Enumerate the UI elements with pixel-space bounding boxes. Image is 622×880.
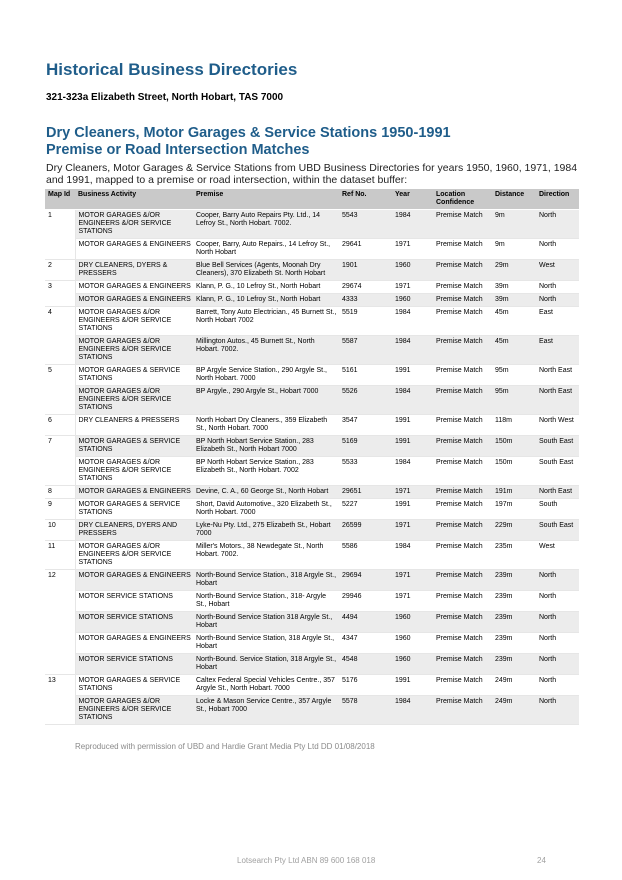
table-cell: Premise Match <box>433 294 492 307</box>
table-cell: MOTOR GARAGES &/OR ENGINEERS &/OR SERVICE STATIONS <box>75 336 193 365</box>
table-cell: Millington Autos., 45 Burnett St., North Hobart. 7002. <box>193 336 339 365</box>
table-cell: 235m <box>492 541 536 570</box>
table-cell: Premise Match <box>433 336 492 365</box>
table-cell: BP Argyle., 290 Argyle St., Hobart 7000 <box>193 386 339 415</box>
table-cell: 1960 <box>392 612 433 633</box>
table-cell: MOTOR GARAGES & SERVICE STATIONS <box>75 436 193 457</box>
table-cell: North-Bound. Service Station, 318 Argyle St., Hobart <box>193 654 339 675</box>
table-cell: MOTOR GARAGES &/OR ENGINEERS &/OR SERVICE STATIONS <box>75 210 193 239</box>
table-cell: North <box>536 633 579 654</box>
map-id-cell: 3 <box>45 281 75 307</box>
table-cell: 1960 <box>392 633 433 654</box>
table-cell: MOTOR GARAGES & ENGINEERS <box>75 633 193 654</box>
table-cell: MOTOR GARAGES &/OR ENGINEERS &/OR SERVICE STATIONS <box>75 307 193 336</box>
footer-company: Lotsearch Pty Ltd ABN 89 600 168 018 <box>237 856 376 865</box>
table-cell: 150m <box>492 436 536 457</box>
table-cell: Premise Match <box>433 654 492 675</box>
table-cell: MOTOR SERVICE STATIONS <box>75 612 193 633</box>
table-cell: 5161 <box>339 365 392 386</box>
column-header: Premise <box>193 189 339 210</box>
table-cell: 1984 <box>392 210 433 239</box>
section-intro: Dry Cleaners, Motor Garages & Service Stations from UBD Business Directories for years 1950, 1960, 1971, 1984 and 1991, mapped to a premise or road intersection, within the dataset buffer: <box>46 162 578 186</box>
table-row <box>45 210 579 239</box>
table-cell: North East <box>536 386 579 415</box>
table-cell: DRY CLEANERS, DYERS & PRESSERS <box>75 260 193 281</box>
table-cell: 5176 <box>339 675 392 696</box>
table-cell: MOTOR GARAGES & ENGINEERS <box>75 294 193 307</box>
map-id-cell: 11 <box>45 541 75 570</box>
table-cell: 1971 <box>392 486 433 499</box>
table-row <box>45 696 579 725</box>
table-row <box>45 294 579 307</box>
table-cell: West <box>536 541 579 570</box>
table-cell: BP North Hobart Service Station., 283 Elizabeth St., North Hobart 7000 <box>193 436 339 457</box>
table-row <box>45 457 579 486</box>
table-cell: 5543 <box>339 210 392 239</box>
table-cell: 1960 <box>392 654 433 675</box>
table-cell: 3547 <box>339 415 392 436</box>
table-cell: 239m <box>492 591 536 612</box>
table-cell: 1971 <box>392 570 433 591</box>
table-cell: 5587 <box>339 336 392 365</box>
table-cell: 29694 <box>339 570 392 591</box>
table-cell: 29m <box>492 260 536 281</box>
table-cell: 1991 <box>392 436 433 457</box>
table-cell: 9m <box>492 210 536 239</box>
table-cell: Premise Match <box>433 281 492 294</box>
table-cell: MOTOR GARAGES &/OR ENGINEERS &/OR SERVICE STATIONS <box>75 541 193 570</box>
table-cell: 5586 <box>339 541 392 570</box>
table-cell: 1991 <box>392 365 433 386</box>
table-cell: North-Bound Service Station., 318- Argyle St., Hobart <box>193 591 339 612</box>
table-cell: East <box>536 307 579 336</box>
table-cell: 1960 <box>392 294 433 307</box>
table-cell: West <box>536 260 579 281</box>
table-cell: MOTOR GARAGES & ENGINEERS <box>75 570 193 591</box>
table-cell: North-Bound Service Station., 318 Argyle St., Hobart <box>193 570 339 591</box>
table-row <box>45 281 579 294</box>
table-cell: Premise Match <box>433 633 492 654</box>
table-cell: North <box>536 210 579 239</box>
column-header: Direction <box>536 189 579 210</box>
table-cell: North West <box>536 415 579 436</box>
map-id-cell: 12 <box>45 570 75 675</box>
table-cell: 229m <box>492 520 536 541</box>
map-id-cell: 8 <box>45 486 75 499</box>
permission-credit: Reproduced with permission of UBD and Hardie Grant Media Pty Ltd DD 01/08/2018 <box>75 742 375 751</box>
business-directory-table <box>45 189 579 725</box>
table-cell: MOTOR GARAGES & ENGINEERS <box>75 486 193 499</box>
table-cell: MOTOR GARAGES & SERVICE STATIONS <box>75 499 193 520</box>
table-row <box>45 633 579 654</box>
table-cell: 4347 <box>339 633 392 654</box>
table-cell: 29946 <box>339 591 392 612</box>
table-cell: MOTOR GARAGES & ENGINEERS <box>75 239 193 260</box>
table-cell: South <box>536 499 579 520</box>
table-cell: 150m <box>492 457 536 486</box>
table-row <box>45 612 579 633</box>
table-cell: 1901 <box>339 260 392 281</box>
column-header: Location Confidence <box>433 189 492 210</box>
table-cell: 1991 <box>392 415 433 436</box>
table-cell: Premise Match <box>433 239 492 260</box>
map-id-cell: 6 <box>45 415 75 436</box>
table-row <box>45 520 579 541</box>
table-cell: MOTOR GARAGES &/OR ENGINEERS &/OR SERVICE STATIONS <box>75 457 193 486</box>
table-cell: Premise Match <box>433 365 492 386</box>
table-cell: South East <box>536 457 579 486</box>
table-cell: 9m <box>492 239 536 260</box>
table-cell: 118m <box>492 415 536 436</box>
table-cell: North <box>536 675 579 696</box>
table-cell: 1971 <box>392 591 433 612</box>
table-cell: Devine, C. A., 60 George St., North Hobart <box>193 486 339 499</box>
table-cell: Cooper, Barry Auto Repairs Pty. Ltd., 14 Lefroy St., North Hobart. 7002. <box>193 210 339 239</box>
table-cell: Premise Match <box>433 307 492 336</box>
table-cell: 1971 <box>392 520 433 541</box>
table-cell: 1991 <box>392 675 433 696</box>
table-cell: Premise Match <box>433 415 492 436</box>
column-header: Distance <box>492 189 536 210</box>
table-cell: Lyke-Nu Pty. Ltd., 275 Elizabeth St., Hobart 7000 <box>193 520 339 541</box>
table-row <box>45 654 579 675</box>
table-body <box>45 210 579 725</box>
table-row <box>45 591 579 612</box>
table-cell: 95m <box>492 386 536 415</box>
table-cell: 4548 <box>339 654 392 675</box>
table-cell: MOTOR GARAGES &/OR ENGINEERS &/OR SERVICE STATIONS <box>75 386 193 415</box>
table-row <box>45 570 579 591</box>
table-cell: Blue Bell Services (Agents, Moonah Dry Cleaners), 370 Elizabeth St. North Hobart <box>193 260 339 281</box>
map-id-cell: 10 <box>45 520 75 541</box>
table-cell: DRY CLEANERS & PRESSERS <box>75 415 193 436</box>
map-id-cell: 5 <box>45 365 75 415</box>
table-cell: DRY CLEANERS, DYERS AND PRESSERS <box>75 520 193 541</box>
table-cell: Premise Match <box>433 570 492 591</box>
section-title <box>46 125 586 159</box>
column-header: Map Id <box>45 189 75 210</box>
table-cell: North Hobart Dry Cleaners., 359 Elizabeth St., North Hobart. 7000 <box>193 415 339 436</box>
table-row <box>45 675 579 696</box>
table-cell: 39m <box>492 281 536 294</box>
table-cell: 1984 <box>392 457 433 486</box>
table-cell: Caltex Federal Special Vehicles Centre., 357 Argyle St., North Hobart. 7000 <box>193 675 339 696</box>
table-cell: North <box>536 612 579 633</box>
table-cell: 5578 <box>339 696 392 725</box>
table-row <box>45 386 579 415</box>
table-cell: 239m <box>492 612 536 633</box>
table-cell: North-Bound Service Station, 318 Argyle St., Hobart <box>193 633 339 654</box>
table-cell: 239m <box>492 633 536 654</box>
table-cell: Premise Match <box>433 499 492 520</box>
map-id-cell: 4 <box>45 307 75 365</box>
table-cell: 5227 <box>339 499 392 520</box>
table-cell: MOTOR GARAGES & SERVICE STATIONS <box>75 365 193 386</box>
map-id-cell: 13 <box>45 675 75 725</box>
table-cell: 249m <box>492 675 536 696</box>
table-cell: Premise Match <box>433 386 492 415</box>
table-cell: North <box>536 281 579 294</box>
table-cell: 239m <box>492 570 536 591</box>
table-row <box>45 436 579 457</box>
table-cell: North East <box>536 365 579 386</box>
table-cell: Miller's Motors., 38 Newdegate St., North Hobart. 7002. <box>193 541 339 570</box>
table-row <box>45 365 579 386</box>
table-cell: 29674 <box>339 281 392 294</box>
table-row <box>45 260 579 281</box>
table-cell: Cooper, Barry, Auto Repairs., 14 Lefroy St., North Hobart <box>193 239 339 260</box>
table-cell: 1984 <box>392 307 433 336</box>
table-cell: 29651 <box>339 486 392 499</box>
page-number: 24 <box>537 856 546 865</box>
table-cell: 39m <box>492 294 536 307</box>
table-cell: 45m <box>492 307 536 336</box>
table-cell: 191m <box>492 486 536 499</box>
table-row <box>45 541 579 570</box>
table-cell: Premise Match <box>433 591 492 612</box>
page-title: Historical Business Directories <box>46 60 298 79</box>
table-cell: Premise Match <box>433 675 492 696</box>
table-cell: Premise Match <box>433 486 492 499</box>
table-cell: MOTOR SERVICE STATIONS <box>75 591 193 612</box>
table-cell: North East <box>536 486 579 499</box>
table-cell: Premise Match <box>433 436 492 457</box>
table-cell: Short, David Automotive., 320 Elizabeth St., North Hobart. 7000 <box>193 499 339 520</box>
table-cell: 1971 <box>392 281 433 294</box>
table-cell: North <box>536 239 579 260</box>
table-cell: 249m <box>492 696 536 725</box>
table-cell: BP North Hobart Service Station., 283 Elizabeth St., North Hobart. 7002 <box>193 457 339 486</box>
table-cell: Premise Match <box>433 696 492 725</box>
table-cell: Premise Match <box>433 210 492 239</box>
table-cell: North-Bound Service Station 318 Argyle St., Hobart <box>193 612 339 633</box>
table-cell: Premise Match <box>433 520 492 541</box>
table-cell: 239m <box>492 654 536 675</box>
table-cell: North <box>536 591 579 612</box>
table-cell: 5533 <box>339 457 392 486</box>
table-cell: 1984 <box>392 336 433 365</box>
table-cell: MOTOR GARAGES & SERVICE STATIONS <box>75 675 193 696</box>
table-cell: 1991 <box>392 499 433 520</box>
table-cell: Premise Match <box>433 541 492 570</box>
map-id-cell: 7 <box>45 436 75 486</box>
table-cell: 4494 <box>339 612 392 633</box>
table-cell: Premise Match <box>433 612 492 633</box>
table-cell: Premise Match <box>433 457 492 486</box>
table-cell: MOTOR GARAGES &/OR ENGINEERS &/OR SERVICE STATIONS <box>75 696 193 725</box>
table-cell: Barrett, Tony Auto Electrician., 45 Burnett St., North Hobart 7002 <box>193 307 339 336</box>
table-cell: 5519 <box>339 307 392 336</box>
map-id-cell: 9 <box>45 499 75 520</box>
site-address: 321-323a Elizabeth Street, North Hobart, TAS 7000 <box>46 92 284 103</box>
table-header-row <box>45 189 579 210</box>
table-cell: Locke & Mason Service Centre., 357 Argyle St., Hobart 7000 <box>193 696 339 725</box>
table-cell: 1971 <box>392 239 433 260</box>
column-header: Business Activity <box>75 189 193 210</box>
section-title-line1: Dry Cleaners, Motor Garages & Service Stations 1950-1991 <box>46 125 451 141</box>
table-cell: MOTOR GARAGES & ENGINEERS <box>75 281 193 294</box>
table-cell: 5169 <box>339 436 392 457</box>
table-cell: Klann, P. G., 10 Lefroy St., North Hobart <box>193 281 339 294</box>
table-cell: 5526 <box>339 386 392 415</box>
table-cell: 1984 <box>392 386 433 415</box>
table-cell: North <box>536 696 579 725</box>
table-cell: 1984 <box>392 696 433 725</box>
table-cell: 4333 <box>339 294 392 307</box>
table-cell: MOTOR SERVICE STATIONS <box>75 654 193 675</box>
table-cell: 1984 <box>392 541 433 570</box>
table-row <box>45 307 579 336</box>
table-cell: Premise Match <box>433 260 492 281</box>
table-cell: 26599 <box>339 520 392 541</box>
table-cell: South East <box>536 436 579 457</box>
table-cell: BP Argyle Service Station., 290 Argyle St., North Hobart. 7000 <box>193 365 339 386</box>
column-header: Ref No. <box>339 189 392 210</box>
table-cell: Klann, P. G., 10 Lefroy St., North Hobart <box>193 294 339 307</box>
table-row <box>45 486 579 499</box>
table-cell: 1960 <box>392 260 433 281</box>
map-id-cell: 2 <box>45 260 75 281</box>
map-id-cell: 1 <box>45 210 75 260</box>
table-cell: 197m <box>492 499 536 520</box>
table-cell: North <box>536 654 579 675</box>
section-title-line2: Premise or Road Intersection Matches <box>46 142 310 158</box>
table-cell: 29641 <box>339 239 392 260</box>
table-cell: South East <box>536 520 579 541</box>
table-cell: North <box>536 570 579 591</box>
table-row <box>45 415 579 436</box>
table-row <box>45 239 579 260</box>
table-cell: 95m <box>492 365 536 386</box>
table-row <box>45 336 579 365</box>
table-cell: North <box>536 294 579 307</box>
column-header: Year <box>392 189 433 210</box>
table-cell: East <box>536 336 579 365</box>
table-cell: 45m <box>492 336 536 365</box>
table-row <box>45 499 579 520</box>
